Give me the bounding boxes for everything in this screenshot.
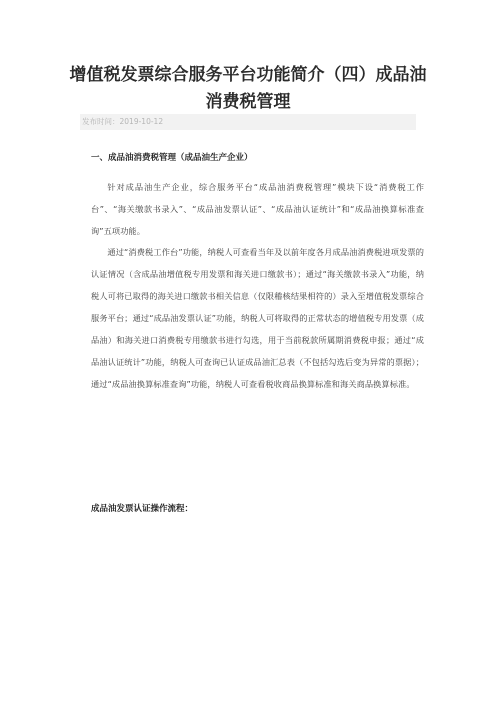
paragraph-functions: 通过“消费税工作台”功能，纳税人可查看当年及以前年度各月成品油消费税进项发票的认证情况（含成品油增值税专用发票和海关进口缴款书）；通过“海关缴款书录入”功能，纳税人可将已取得的海关进口缴款书相关信息（仅限稽核结果相符的）录入至增值税发票综合服务平台；通过“成品油发票认证”功能，纳税人可将取得的正常状态的增值税专用发票（成品油）和海关进口消费税专用缴款书进行勾选，用于当前税款所属期消费税申报；通过“成品油认证统计”功能，纳税人可查询已认证成品油汇总表（不包括勾选后变为异常的票据）；通过“成品油换算标准查询”功能，纳税人可查看税收商品换算标准和海关商品换算标准。 — [91, 247, 424, 389]
paragraph-intro: 针对成品油生产企业，综合服务平台“成品油消费税管理”模块下设“消费税工作台”、“海关缴款书录入”、“成品油发票认证”、“成品油认证统计”和“成品油换算标准查询”五项功能。 — [91, 182, 424, 236]
section-heading-2: 成品油发票认证操作流程： — [91, 504, 194, 514]
article-title-line-1: 增值税发票综合服务平台功能简介（四）成品油 — [69, 65, 427, 85]
section-heading-1: 一、成品油消费税管理（成品油生产企业） — [91, 153, 253, 163]
article-title-line-2: 消费税管理 — [205, 92, 291, 112]
publish-date: 发布时间：2019-10-12 — [82, 117, 164, 126]
publish-info-bar — [80, 114, 416, 130]
